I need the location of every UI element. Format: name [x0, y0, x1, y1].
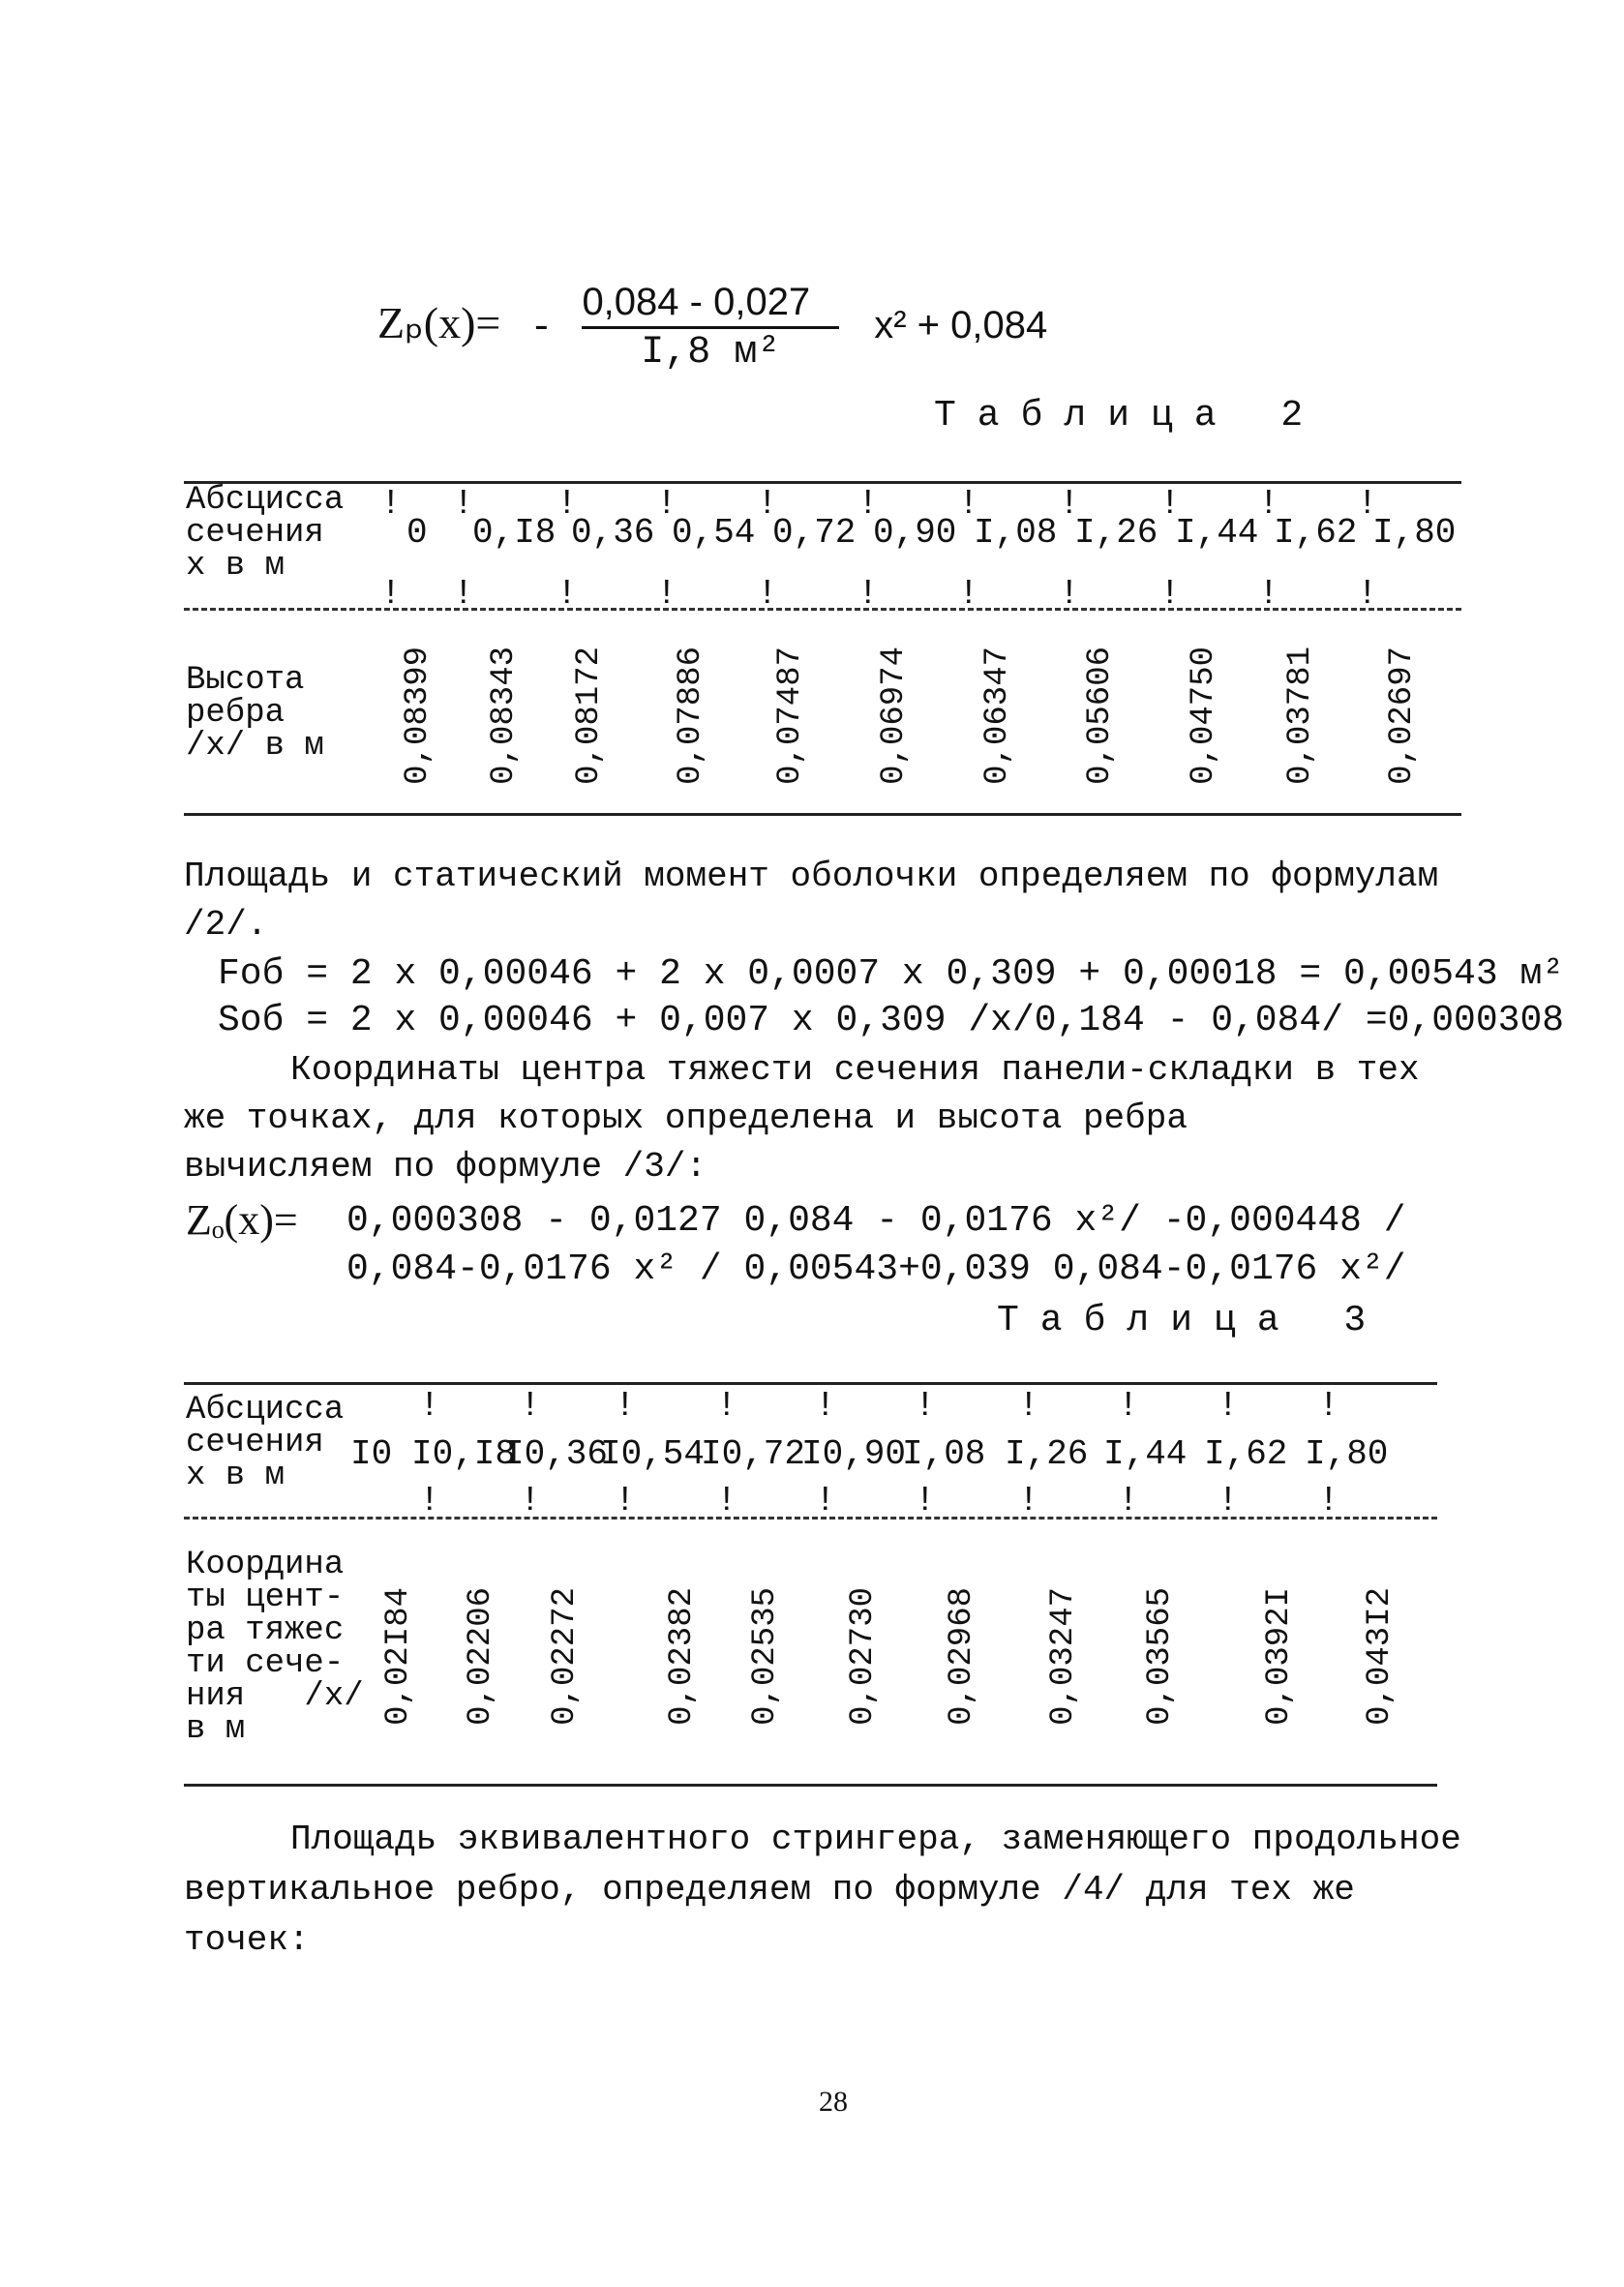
table3-coord-value: 0,043I2 [1362, 1587, 1398, 1726]
column-separator-mark: ! [1218, 1481, 1239, 1520]
f-ob-label: Fоб = [218, 953, 329, 995]
table3-coord-value: 0,02382 [664, 1587, 701, 1726]
column-separator-mark: ! [1018, 1481, 1039, 1520]
para2-line2: вертикальное ребро, определяем по формуле /4/ для тех же [184, 1870, 1355, 1910]
table3-x-value: I,62 [1204, 1434, 1288, 1474]
table2-height-value: 0,07487 [772, 647, 809, 785]
para1-line1: Площадь и статический момент оболочки определяем по формулам [184, 857, 1439, 896]
table2-x-value: I,80 [1372, 513, 1457, 553]
table3-coord-value: 0,02535 [747, 1587, 784, 1726]
table2-height-value: 0,08399 [400, 647, 436, 785]
table2-x-value: I,26 [1074, 513, 1158, 553]
formula-zo-line2: 0,084-0,0176 х² / 0,00543+0,039 0,084-0,0176 х²/ [346, 1249, 1406, 1290]
table2-height-value: 0,02697 [1384, 647, 1421, 785]
column-separator-mark: ! [1018, 1386, 1039, 1426]
table2-bottom-rule [184, 813, 1461, 816]
column-separator-mark: ! [1159, 484, 1181, 524]
formula-zp-fraction [582, 281, 839, 375]
table3-caption: Таблица 3 [997, 1300, 1388, 1341]
table3-x-value: I0,54 [600, 1434, 706, 1474]
table3-coord-value: 0,02730 [845, 1587, 882, 1726]
table3-mid-rule [184, 1517, 1437, 1520]
column-separator-mark: ! [656, 574, 677, 614]
table3-coord-value: 0,0392I [1261, 1587, 1298, 1726]
table2-height-value: 0,05606 [1082, 647, 1119, 785]
formula-zp-numerator: 0,084 - 0,027 [582, 281, 839, 329]
column-separator-mark: ! [815, 1386, 836, 1426]
table3-row2-label: Координа ты цент- ра тяжес ти сече- ния /х/ в м [186, 1547, 364, 1748]
table2-x-value: 0,36 [571, 513, 655, 553]
formula-zp-lhs: Zₚ(x)= [377, 298, 501, 348]
para1-line6: же точках, для которых определена и высота ребра [184, 1098, 1188, 1138]
table3-x-value: I0,90 [801, 1434, 907, 1474]
table3-x-value: I0 [350, 1434, 393, 1474]
table3-x-value: I,80 [1305, 1434, 1389, 1474]
table3-x-value: I,26 [1005, 1434, 1089, 1474]
table3-coord-value: 0,03565 [1142, 1587, 1179, 1726]
table2-x-value: 0 [406, 513, 428, 553]
column-separator-mark: ! [1059, 484, 1080, 524]
column-separator-mark: ! [419, 1386, 440, 1426]
column-separator-mark: ! [520, 1481, 541, 1520]
table3-top-rule [184, 1382, 1437, 1385]
para1-s-equation [218, 1000, 1564, 1041]
table2-x-value: 0,I8 [472, 513, 556, 553]
column-separator-mark: ! [757, 574, 778, 614]
column-separator-mark: ! [1118, 1386, 1139, 1426]
table3-coord-value: 0,02206 [463, 1587, 499, 1726]
column-separator-mark: ! [1159, 574, 1181, 614]
column-separator-mark: ! [716, 1481, 737, 1520]
table3-row1-label: Абсцисса сечения х в м [186, 1392, 345, 1494]
table3-x-value: I0,36 [503, 1434, 609, 1474]
column-separator-mark: ! [556, 574, 578, 614]
formula-zo-line1: 0,000308 - 0,0127 0,084 - 0,0176 х²/ -0,000448 / [346, 1200, 1406, 1242]
column-separator-mark: ! [1218, 1386, 1239, 1426]
s-ob-label: Sоб = [218, 1000, 329, 1041]
column-separator-mark: ! [615, 1481, 636, 1520]
s-ob-expression: 2 х 0,00046 + 0,007 х 0,309 /х/0,184 - 0,084/ =0,000308 [349, 1000, 1565, 1041]
table3-coord-value: 0,02272 [547, 1587, 584, 1726]
column-separator-mark: ! [1318, 1386, 1339, 1426]
table2-row1-label: Абсцисса сечения х в м [186, 482, 345, 585]
table3-bottom-rule [184, 1784, 1437, 1787]
column-separator-mark: ! [1118, 1481, 1139, 1520]
column-separator-mark: ! [1357, 574, 1378, 614]
table3-x-value: I0,72 [701, 1434, 806, 1474]
column-separator-mark: ! [615, 1386, 636, 1426]
table2-row2-label: Высота ребра /х/ в м [186, 662, 324, 765]
column-separator-mark: ! [1318, 1481, 1339, 1520]
column-separator-mark: ! [915, 1386, 936, 1426]
table2-caption: Таблица 2 [934, 395, 1325, 436]
table3-x-value: I,44 [1103, 1434, 1188, 1474]
formula-zp-denominator: I,8 м² [641, 331, 781, 375]
formula-zp-sign: - [529, 307, 554, 351]
column-separator-mark: ! [520, 1386, 541, 1426]
column-separator-mark: ! [915, 1481, 936, 1520]
formula-zp-rest: x² + 0,084 [874, 304, 1048, 347]
table2-height-value: 0,08172 [571, 647, 608, 785]
column-separator-mark: ! [958, 574, 979, 614]
table2-x-value: 0,72 [772, 513, 857, 553]
table2-height-value: 0,08343 [486, 647, 523, 785]
para1-line5: Координаты центра тяжести сечения панели-складки в тех [290, 1050, 1420, 1090]
column-separator-mark: ! [380, 574, 402, 614]
table3-x-value: I,08 [902, 1434, 986, 1474]
table3-x-value: I0,I8 [411, 1434, 517, 1474]
table2-x-value: 0,90 [873, 513, 957, 553]
table3-coord-value: 0,03247 [1045, 1587, 1082, 1726]
column-separator-mark: ! [815, 1481, 836, 1520]
para2-line3: точек: [184, 1920, 310, 1960]
column-separator-mark: ! [453, 484, 474, 524]
table2-height-value: 0,07886 [673, 647, 709, 785]
column-separator-mark: ! [1357, 484, 1378, 524]
table2-x-value: I,08 [974, 513, 1058, 553]
column-separator-mark: ! [380, 484, 402, 524]
para1-f-equation [218, 953, 1564, 995]
table2-x-value: I,44 [1175, 513, 1259, 553]
column-separator-mark: ! [1059, 574, 1080, 614]
column-separator-mark: ! [419, 1481, 440, 1520]
column-separator-mark: ! [556, 484, 578, 524]
table2-mid-rule [184, 608, 1461, 611]
table3-coord-value: 0,02968 [944, 1587, 980, 1726]
formula-zp [377, 281, 1047, 375]
column-separator-mark: ! [857, 574, 879, 614]
para1-line7: вычисляем по формуле /3/: [184, 1147, 707, 1187]
para1-line2: /2/. [184, 905, 268, 945]
formula-zo-lhs: Zₒ(x)= [186, 1196, 298, 1244]
table2-x-value: I,62 [1274, 513, 1358, 553]
column-separator-mark: ! [757, 484, 778, 524]
column-separator-mark: ! [453, 574, 474, 614]
table2-height-value: 0,03781 [1282, 647, 1319, 785]
table2-height-value: 0,04750 [1186, 647, 1222, 785]
column-separator-mark: ! [1258, 484, 1279, 524]
column-separator-mark: ! [958, 484, 979, 524]
f-ob-expression: 2 х 0,00046 + 2 х 0,0007 х 0,309 + 0,00018 = 0,00543 м² [349, 953, 1565, 995]
column-separator-mark: ! [1258, 574, 1279, 614]
table2-height-value: 0,06347 [979, 647, 1016, 785]
column-separator-mark: ! [857, 484, 879, 524]
column-separator-mark: ! [716, 1386, 737, 1426]
column-separator-mark: ! [656, 484, 677, 524]
page-number: 28 [819, 2086, 848, 2118]
para2-line1: Площадь эквивалентного стрингера, заменяющего продольное [290, 1820, 1461, 1859]
table3-coord-value: 0,02I84 [380, 1587, 417, 1726]
table2-x-value: 0,54 [672, 513, 756, 553]
table2-height-value: 0,06974 [876, 647, 913, 785]
